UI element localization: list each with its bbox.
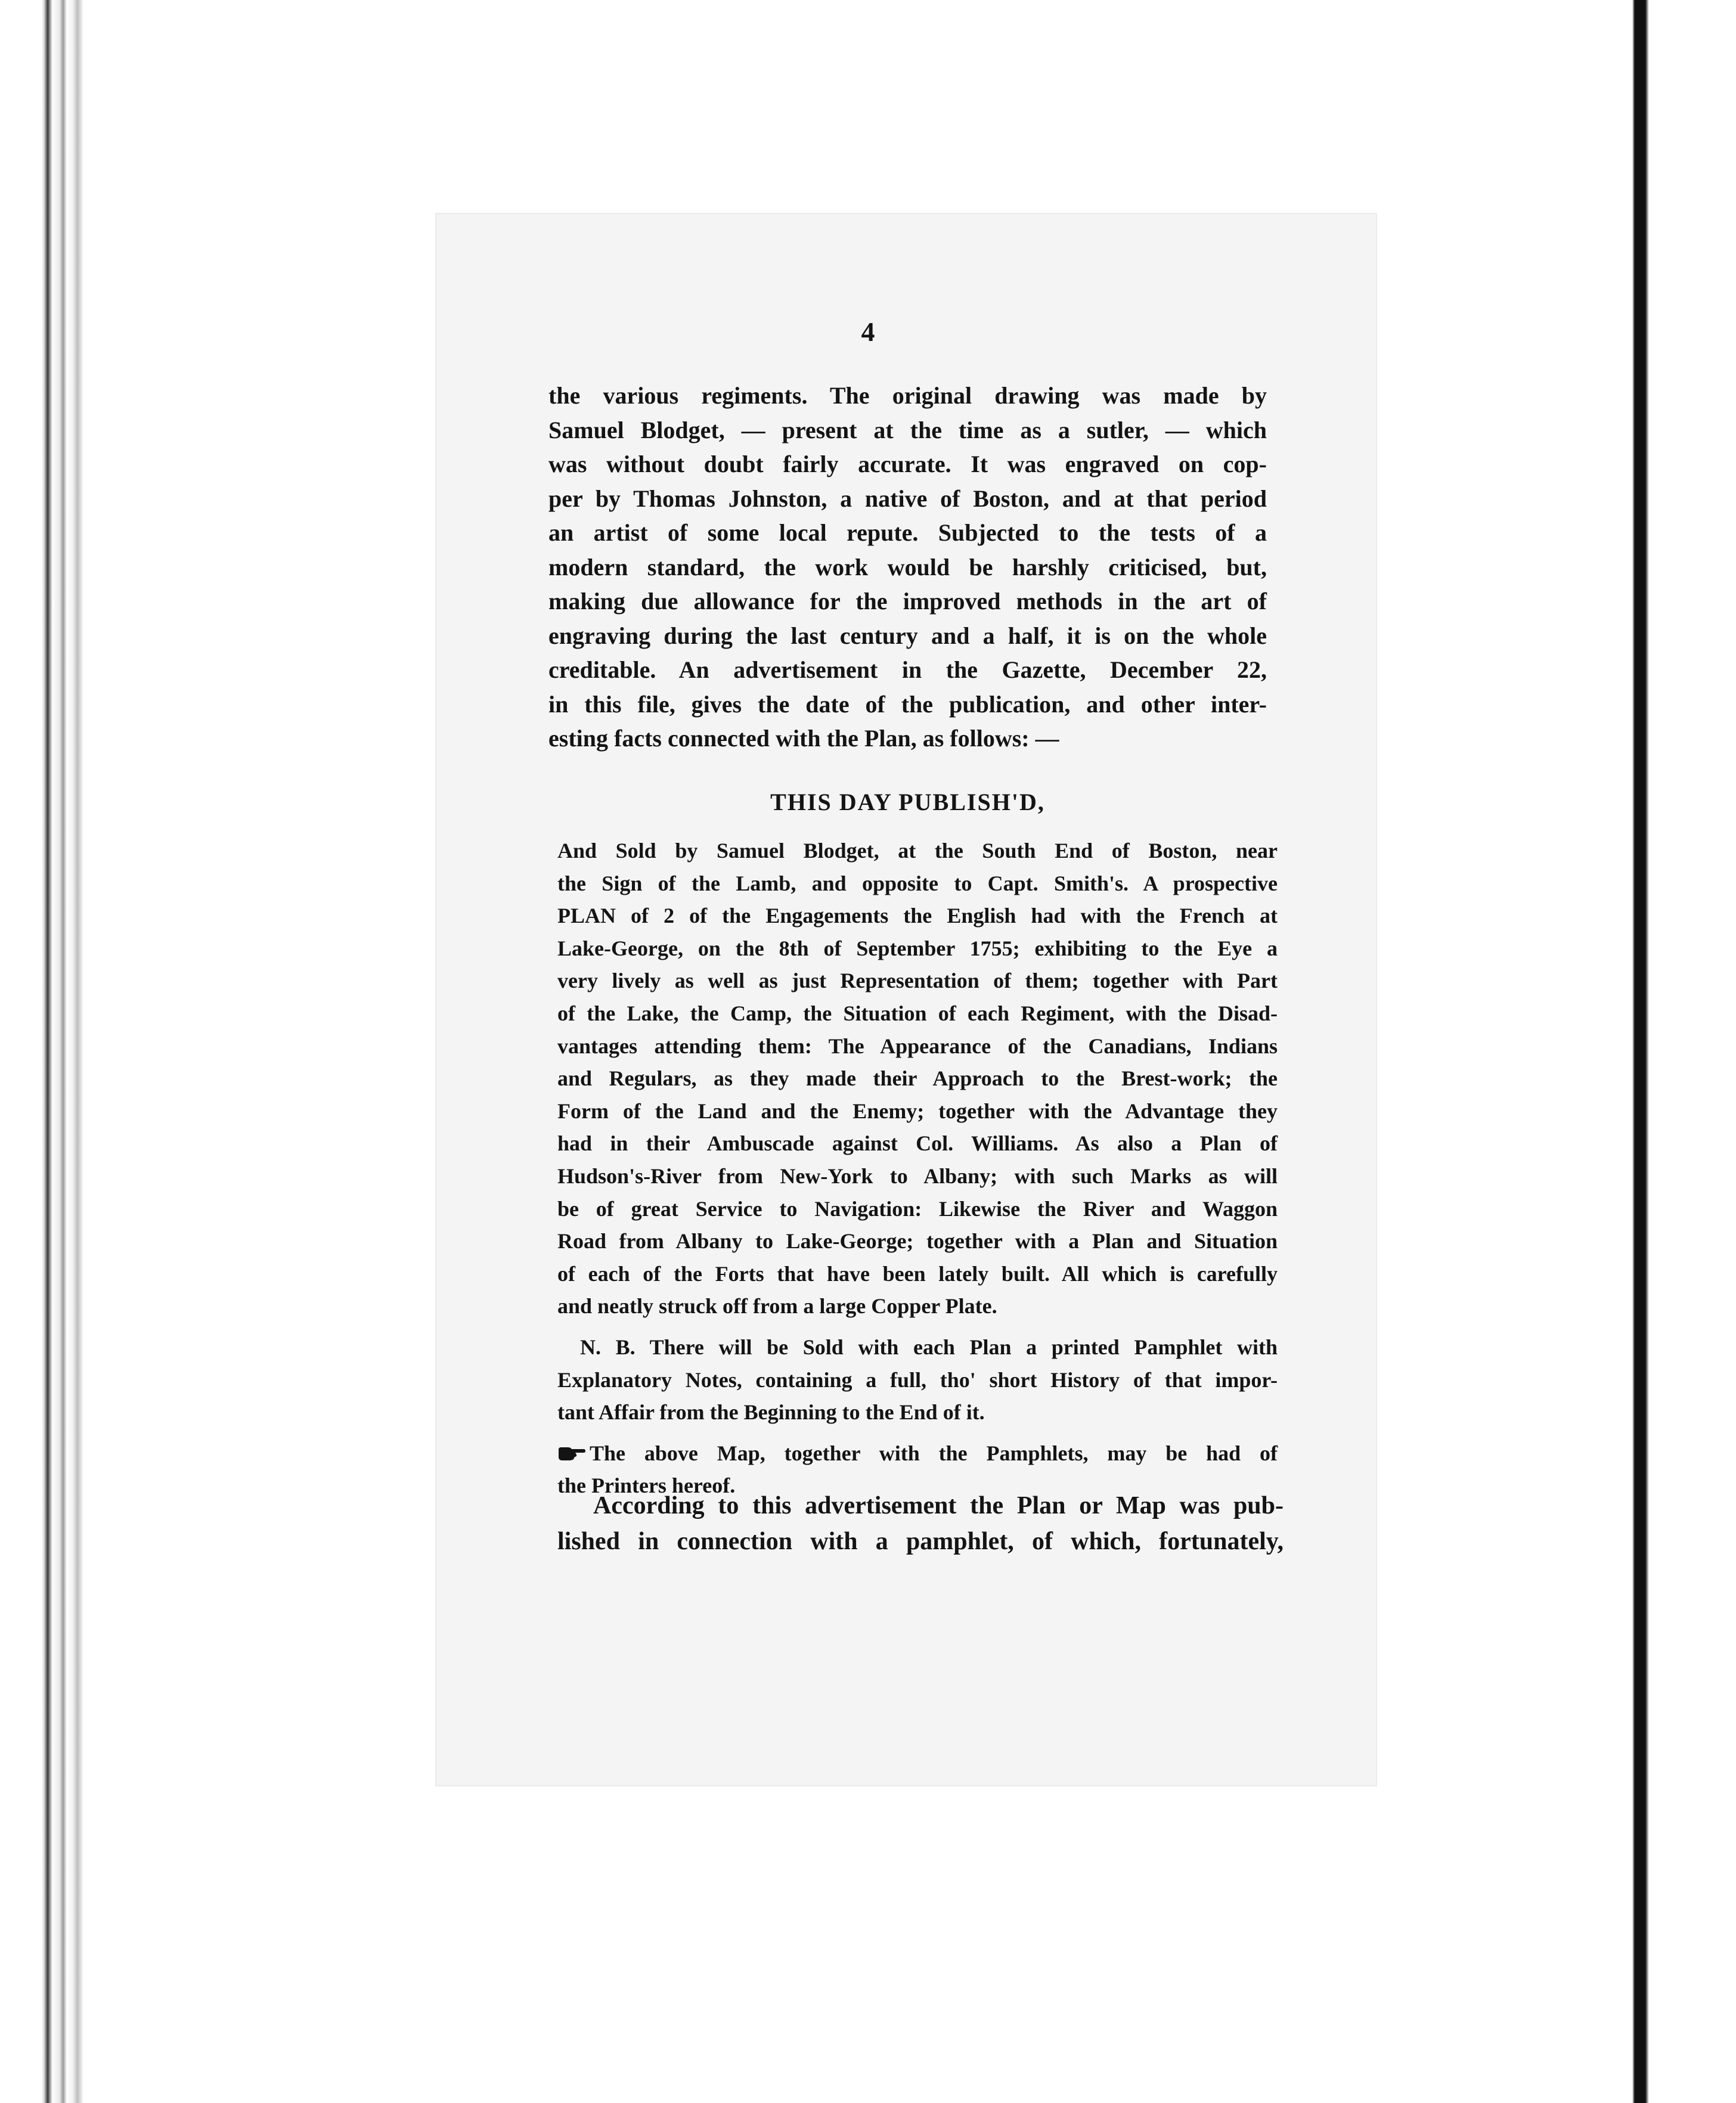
- closing-line: lished in connection with a pamphlet, of which, fortunately,: [557, 1528, 1284, 1555]
- body-line: engraving during the last century and a half, it is on the whole: [548, 622, 1267, 649]
- body-line: an artist of some local repute. Subjected to the tests of a: [548, 519, 1267, 546]
- advertisement-paragraph: [557, 835, 1278, 1323]
- advertisement-line: had in their Ambuscade against Col. Williams. As also a Plan of: [557, 1131, 1278, 1156]
- advertisement-line: PLAN of 2 of the Engagements the English had with the French at: [557, 904, 1278, 928]
- body-line: the various regiments. The original drawing was made by: [548, 382, 1267, 409]
- advertisement-line: very lively as well as just Representation of them; together with Part: [557, 969, 1278, 993]
- body-line: per by Thomas Johnston, a native of Boston, and at that period: [548, 485, 1267, 512]
- advertisement-line: The above Map, together with the Pamphlets, may be had of: [590, 1441, 1278, 1465]
- body-line: making due allowance for the improved methods in the art of: [548, 588, 1267, 615]
- advertisement-line: the Sign of the Lamb, and opposite to Capt. Smith's. A prospective: [557, 871, 1278, 895]
- advertisement-line: of each of the Forts that have been lately built. All which is carefully: [557, 1261, 1278, 1286]
- advertisement-line: vantages attending them: The Appearance of the Canadians, Indians: [557, 1034, 1278, 1058]
- advertisement-line: And Sold by Samuel Blodget, at the South End of Boston, near: [557, 839, 1278, 863]
- advertisement-line: Hudson's-River from New-York to Albany; with such Marks as will: [557, 1164, 1278, 1188]
- advertisement-line-with-icon: [557, 1437, 1278, 1470]
- advertisement-line: and neatly struck off from a large Copper Plate.: [557, 1294, 997, 1319]
- body-line: creditable. An advertisement in the Gazette, December 22,: [548, 656, 1267, 683]
- advertisement-line: Lake-George, on the 8th of September 1755; exhibiting to the Eye a: [557, 936, 1278, 960]
- advertisement-line: and Regulars, as they made their Approach to the Brest-work; the: [557, 1066, 1278, 1091]
- advertisement-line: the Printers hereof.: [557, 1474, 736, 1498]
- advertisement-line: N. B. There will be Sold with each Plan a printed Pamphlet with: [580, 1335, 1278, 1359]
- body-line: esting facts connected with the Plan, as follows: —: [548, 725, 1059, 752]
- advertisement-line: be of great Service to Navigation: Likewise the River and Waggon: [557, 1196, 1278, 1221]
- closing-line: According to this advertisement the Plan or Map was pub-: [593, 1492, 1284, 1519]
- advertisement-line: Form of the Land and the Enemy; together with the Advantage they: [557, 1099, 1278, 1123]
- advertisement-text: [557, 835, 1278, 1502]
- advertisement-line: tant Affair from the Beginning to the End of it.: [557, 1400, 985, 1425]
- page-number: 4: [861, 317, 875, 347]
- nota-bene-paragraph: [557, 1331, 1278, 1429]
- body-line: was without doubt fairly accurate. It was engraved on cop-: [548, 451, 1267, 477]
- advertisement-line: Explanatory Notes, containing a full, tho' short History of that impor-: [557, 1367, 1278, 1392]
- body-line: in this file, gives the date of the publication, and other inter-: [548, 690, 1267, 718]
- advertisement-line: of the Lake, the Camp, the Situation of each Regiment, with the Disad-: [557, 1001, 1278, 1025]
- body-paragraph: [548, 379, 1267, 756]
- body-line: modern standard, the work would be harshly criticised, but,: [548, 553, 1267, 581]
- advertisement-heading: THIS DAY PUBLISH'D,: [770, 789, 1045, 815]
- body-line: Samuel Blodget, — present at the time as a sutler, — which: [548, 416, 1267, 443]
- pointing-hand-icon: [557, 1445, 586, 1462]
- advertisement-line: Road from Albany to Lake-George; together with a Plan and Situation: [557, 1229, 1278, 1254]
- closing-paragraph: [557, 1488, 1284, 1559]
